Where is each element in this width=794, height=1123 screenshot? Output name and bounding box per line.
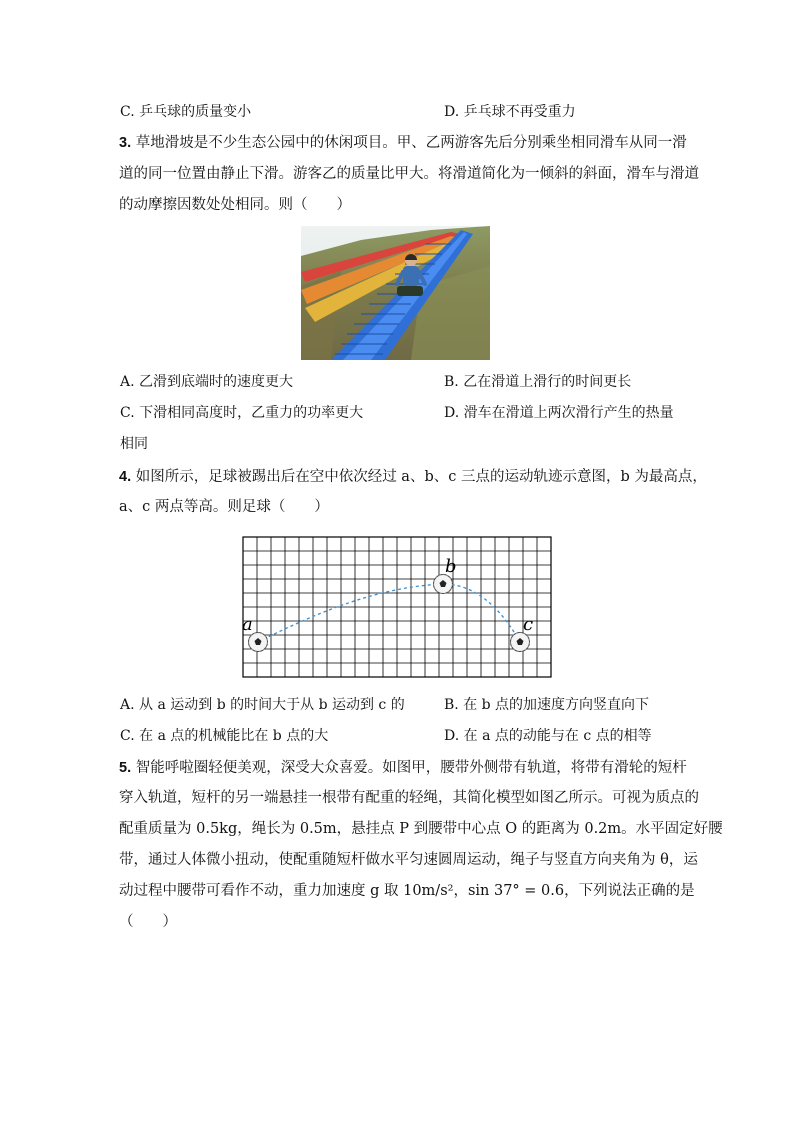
q3-option-c: C. 下滑相同高度时，乙重力的功率更大 bbox=[120, 405, 364, 421]
q5-stem-line-5: 动过程中腰带可看作不动，重力加速度 g 取 10m/s²，sin 37° = 0.6，下列说法正确的是 bbox=[119, 883, 695, 899]
q3-stem-line-3: 的动摩擦因数处处相同。则（ ） bbox=[119, 197, 351, 213]
q4-stem-line-1 bbox=[119, 467, 707, 487]
q3-option-a: A. 乙滑到底端时的速度更大 bbox=[120, 374, 294, 390]
ball-b-icon bbox=[434, 575, 453, 594]
q4-stem-line-2: a、c 两点等高。则足球（ ） bbox=[119, 499, 329, 515]
q4-option-a: A. 从 a 运动到 b 的时间大于从 b 运动到 c 的 bbox=[120, 697, 405, 713]
q4-option-c: C. 在 a 点的机械能比在 b 点的大 bbox=[120, 728, 329, 744]
q5-stem-line-2: 穿入轨道，短杆的另一端悬挂一根带有配重的轻绳，其简化模型如图乙所示。可视为质点的 bbox=[119, 790, 699, 806]
ball-a-icon bbox=[249, 633, 268, 652]
q3-option-d-line-1: D. 滑车在滑道上两次滑行产生的热量 bbox=[444, 405, 674, 421]
q5-stem-line-3: 配重质量为 0.5kg，绳长为 0.5m，悬挂点 P 到腰带中心点 O 的距离为 0.2m。水平固定好腰 bbox=[119, 821, 723, 837]
label-b: b bbox=[445, 556, 457, 577]
q4-stem-text-1: 如图所示，足球被踢出后在空中依次经过 a、b、c 三点的运动轨迹示意图，b 为最高点， bbox=[135, 469, 707, 485]
q2-option-d: D. 乒乓球不再受重力 bbox=[444, 104, 576, 120]
q5-stem-line-1 bbox=[119, 758, 687, 778]
label-c: c bbox=[523, 614, 534, 635]
trajectory-diagram bbox=[238, 532, 558, 682]
q4-number: 4. bbox=[119, 469, 132, 485]
q5-stem-line-4: 带，通过人体微小扭动，使配重随短杆做水平匀速圆周运动，绳子与竖直方向夹角为 θ，运 bbox=[119, 852, 698, 868]
q3-number: 3. bbox=[119, 135, 132, 151]
q3-stem-line-2: 道的同一位置由静止下滑。游客乙的质量比甲大。将滑道简化为一倾斜的斜面，滑车与滑道 bbox=[119, 166, 699, 182]
q5-stem-text-1: 智能呼啦圈轻便美观，深受大众喜爱。如图甲，腰带外侧带有轨道，将带有滑轮的短杆 bbox=[135, 760, 687, 776]
grass-slide-illustration bbox=[301, 226, 490, 360]
q2-option-c: C. 乒乓球的质量变小 bbox=[120, 104, 252, 120]
q3-option-d-line-2: 相同 bbox=[120, 436, 148, 452]
q4-option-d: D. 在 a 点的动能与在 c 点的相等 bbox=[444, 728, 652, 744]
q5-stem-line-6: （ ） bbox=[119, 914, 177, 930]
q5-number: 5. bbox=[119, 760, 132, 776]
trajectory-grid bbox=[238, 532, 558, 682]
q4-option-b: B. 在 b 点的加速度方向竖直向下 bbox=[444, 697, 650, 713]
q3-stem-text-1: 草地滑坡是不少生态公园中的休闲项目。甲、乙两游客先后分别乘坐相同滑车从同一滑 bbox=[135, 135, 687, 151]
q3-option-b: B. 乙在滑道上滑行的时间更长 bbox=[444, 374, 632, 390]
grass-slide-photo bbox=[301, 226, 490, 360]
ball-c-icon bbox=[511, 633, 530, 652]
q3-stem-line-1 bbox=[119, 133, 687, 153]
label-a: a bbox=[242, 614, 253, 635]
